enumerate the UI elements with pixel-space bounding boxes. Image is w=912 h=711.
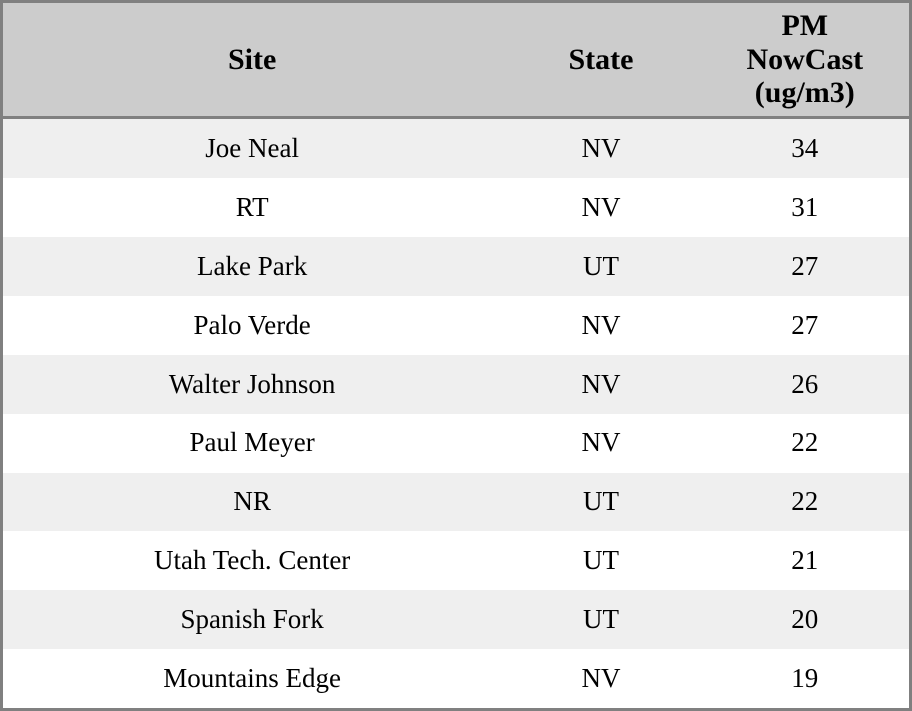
column-header-state [501,3,700,117]
column-header-state-label: State [568,42,634,76]
column-header-pm-nowcast-line1: PM [781,9,829,42]
cell-value: 20 [701,590,909,649]
cell-state: NV [501,355,700,414]
table-header-row [3,3,909,117]
table-body [3,117,909,708]
cell-site: Palo Verde [3,296,501,355]
table-row [3,237,909,296]
cell-site: RT [3,178,501,237]
column-header-site [3,3,501,117]
cell-site: Utah Tech. Center [3,531,501,590]
table-header [3,3,909,117]
column-header-site-label: Site [227,42,277,76]
cell-site: Walter Johnson [3,355,501,414]
cell-value: 34 [701,117,909,178]
cell-value: 21 [701,531,909,590]
cell-site: Mountains Edge [3,649,501,708]
cell-state: NV [501,117,700,178]
cell-state: NV [501,296,700,355]
cell-value: 31 [701,178,909,237]
cell-site: Lake Park [3,237,501,296]
column-header-pm-nowcast-line3: (ug/m3) [754,76,855,110]
cell-site: Joe Neal [3,117,501,178]
column-header-pm-nowcast [701,3,909,117]
table-row [3,590,909,649]
cell-value: 27 [701,237,909,296]
air-quality-table [3,3,909,708]
table-row [3,531,909,590]
table-row [3,117,909,178]
table-row [3,355,909,414]
cell-value: 22 [701,414,909,473]
cell-value: 27 [701,296,909,355]
cell-state: UT [501,590,700,649]
cell-state: NV [501,178,700,237]
cell-state: NV [501,414,700,473]
cell-state: UT [501,473,700,532]
cell-state: NV [501,649,700,708]
cell-value: 26 [701,355,909,414]
cell-site: Paul Meyer [3,414,501,473]
cell-site: Spanish Fork [3,590,501,649]
cell-value: 19 [701,649,909,708]
column-header-pm-nowcast-line2: NowCast [746,42,864,76]
table-row [3,649,909,708]
table-row [3,178,909,237]
table-row [3,414,909,473]
cell-state: UT [501,237,700,296]
table-row [3,296,909,355]
cell-state: UT [501,531,700,590]
cell-site: NR [3,473,501,532]
table-row [3,473,909,532]
cell-value: 22 [701,473,909,532]
